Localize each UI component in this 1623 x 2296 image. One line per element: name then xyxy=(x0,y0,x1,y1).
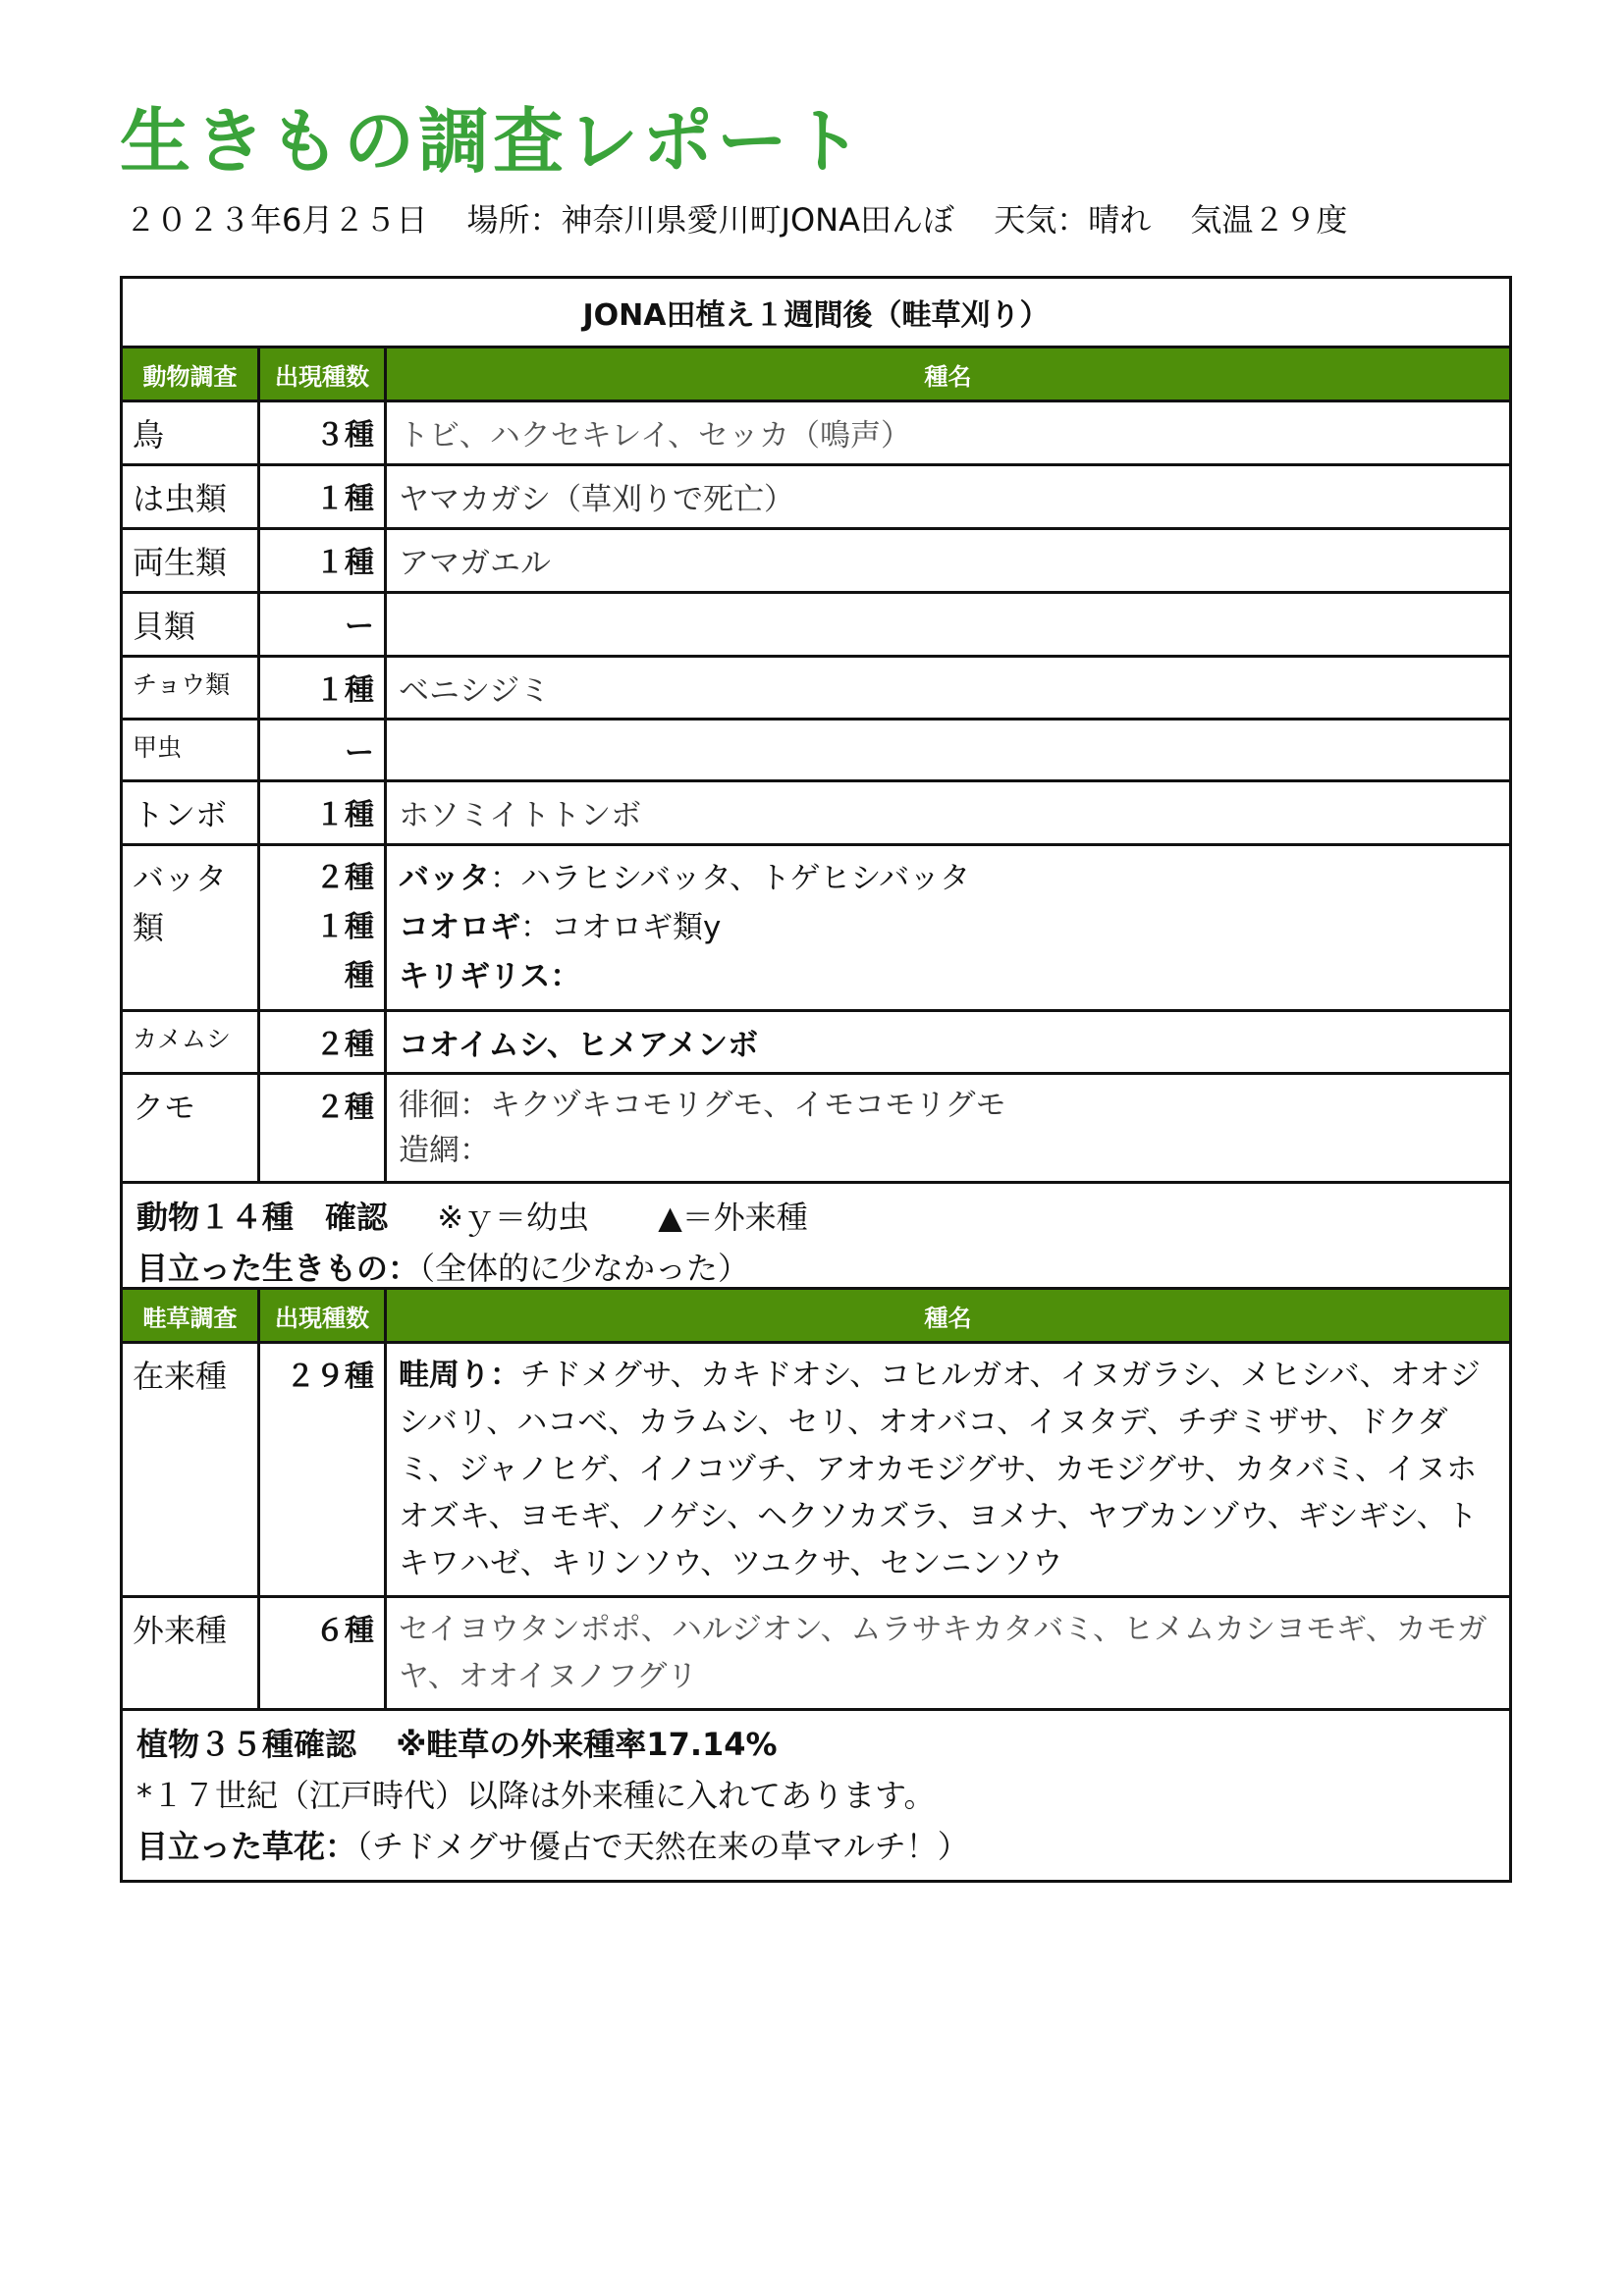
page-title: 生きもの調査レポート xyxy=(120,100,867,183)
species-line-label: 畦周り： xyxy=(399,1358,520,1393)
table-caption-row xyxy=(122,278,1511,347)
row-species xyxy=(386,720,1511,781)
header-count: 出現種数 xyxy=(259,1289,386,1343)
species-line-label: キリギリス： xyxy=(399,959,581,994)
plant-survey-table xyxy=(120,1287,1512,1883)
row-category: 鳥 xyxy=(122,401,259,465)
table-row-alien xyxy=(122,1597,1511,1710)
row-category: カメムシ xyxy=(122,1011,259,1074)
table-row xyxy=(122,781,1511,845)
row-species xyxy=(386,1074,1511,1183)
row-count: ３種 xyxy=(259,401,386,465)
species-line xyxy=(399,903,1497,952)
row-count: ー xyxy=(259,593,386,657)
row-count: ー xyxy=(259,720,386,781)
note-larva: ※ｙ＝幼虫 xyxy=(437,1199,590,1236)
animal-total: 動物１４種 確認 xyxy=(136,1199,389,1236)
animal-summary xyxy=(122,1183,1511,1304)
row-count: １種 xyxy=(259,529,386,593)
species-line-label: バッタ xyxy=(399,861,490,896)
table-header-row xyxy=(122,347,1511,401)
table-caption: JONA田植え１週間後（畦草刈り） xyxy=(122,278,1511,347)
row-count: ６種 xyxy=(259,1597,386,1710)
plant-total: 植物３５種確認 xyxy=(136,1726,357,1763)
table-row xyxy=(122,1074,1511,1183)
row-category: 貝類 xyxy=(122,593,259,657)
table-row-grasshopper xyxy=(122,845,1511,1011)
report-info xyxy=(125,201,1377,239)
row-category: 外来種 xyxy=(122,1597,259,1710)
row-species: ホソミイトトンボ xyxy=(386,781,1511,845)
row-category: チョウ類 xyxy=(122,657,259,720)
species-line-text: ：ハラヒシバッタ、トゲヒシバッタ xyxy=(490,861,971,896)
row-species xyxy=(386,845,1511,1011)
row-species: コオイムシ、ヒメアメンボ xyxy=(386,1011,1511,1074)
row-count: １種 xyxy=(259,657,386,720)
row-species xyxy=(386,593,1511,657)
row-species: セイヨウタンポポ、ハルジオン、ムラサキカタバミ、ヒメムカシヨモギ、カモガヤ、オオイヌノフグリ xyxy=(386,1597,1511,1710)
plant-summary-row xyxy=(122,1710,1511,1882)
count-kirigirisu: 種 xyxy=(345,959,374,993)
row-category: 甲虫 xyxy=(122,720,259,781)
animal-summary-row xyxy=(122,1183,1511,1304)
species-line xyxy=(399,854,1497,903)
alien-ratio: ※畦草の外来種率17.14% xyxy=(396,1726,778,1763)
highlight-label: 目立った草花： xyxy=(136,1828,357,1865)
header-species: 種名 xyxy=(386,1289,1511,1343)
era-note: *１７世紀（江戸時代）以降は外来種に入れてあります。 xyxy=(136,1777,936,1814)
row-category: は虫類 xyxy=(122,465,259,529)
row-species xyxy=(386,1343,1511,1597)
survey-weather: 天気：晴れ xyxy=(994,201,1152,239)
species-line-text: チドメグサ、カキドオシ、コヒルガオ、イヌガラシ、メヒシバ、オオジシバリ、ハコベ、カラムシ、セリ、オオバコ、イヌタデ、チヂミザサ、ドクダミ、ジャノヒゲ、イノコヅチ、アオカモジグサ、カモジグサ、カタバミ、イヌホオズキ、ヨモギ、ノゲシ、ヘクソカズラ、ヨメナ、ヤブカンゾウ、ギシギシ、トキワハゼ、キリンソウ、ツユクサ、センニンソウ xyxy=(399,1358,1481,1581)
table-row xyxy=(122,593,1511,657)
table-header-row xyxy=(122,1289,1511,1343)
row-count: １種 xyxy=(259,781,386,845)
row-category: クモ xyxy=(122,1074,259,1183)
header-category: 動物調査 xyxy=(122,347,259,401)
header-category: 畦草調査 xyxy=(122,1289,259,1343)
highlight-text: （全体的に少なかった） xyxy=(419,1250,750,1287)
highlight-text: （チドメグサ優占で天然在来の草マルチ！） xyxy=(356,1828,969,1865)
row-category: 両生類 xyxy=(122,529,259,593)
row-species: ベニシジミ xyxy=(386,657,1511,720)
row-count: ２種 xyxy=(259,1074,386,1183)
row-count: １種 xyxy=(259,465,386,529)
note-alien: ▲＝外来種 xyxy=(658,1199,808,1236)
row-species: トビ、ハクセキレイ、セッカ（鳴声） xyxy=(386,401,1511,465)
species-line xyxy=(399,952,1497,1001)
row-count: ２９種 xyxy=(259,1343,386,1597)
row-category: バッタ類 xyxy=(122,845,259,1011)
row-count: ２種 xyxy=(259,1011,386,1074)
header-count: 出現種数 xyxy=(259,347,386,401)
row-species: アマガエル xyxy=(386,529,1511,593)
table-row xyxy=(122,529,1511,593)
species-line-text: ：コオロギ類y xyxy=(520,910,722,945)
table-row xyxy=(122,657,1511,720)
count-batta: ２種 xyxy=(315,861,374,895)
species-line-label: コオロギ xyxy=(399,910,520,945)
header-species: 種名 xyxy=(386,347,1511,401)
survey-temperature: 気温２９度 xyxy=(1190,201,1348,239)
row-category: 在来種 xyxy=(122,1343,259,1597)
table-row xyxy=(122,1011,1511,1074)
row-count xyxy=(259,845,386,1011)
plant-summary xyxy=(122,1710,1511,1882)
species-line: 造網： xyxy=(399,1133,490,1168)
count-koorogi: １種 xyxy=(315,910,374,944)
row-species: ヤマカガシ（草刈りで死亡） xyxy=(386,465,1511,529)
survey-place: 場所：神奈川県愛川町JONA田んぼ xyxy=(466,201,955,239)
table-row-native xyxy=(122,1343,1511,1597)
animal-survey-table xyxy=(120,276,1512,1305)
table-row xyxy=(122,401,1511,465)
highlight-label: 目立った生きもの： xyxy=(136,1250,420,1287)
table-row xyxy=(122,720,1511,781)
survey-date: ２０２３年6月２５日 xyxy=(125,201,428,239)
species-line: 徘徊：キクヅキコモリグモ、イモコモリグモ xyxy=(399,1088,1006,1123)
row-category: トンボ xyxy=(122,781,259,845)
table-row xyxy=(122,465,1511,529)
